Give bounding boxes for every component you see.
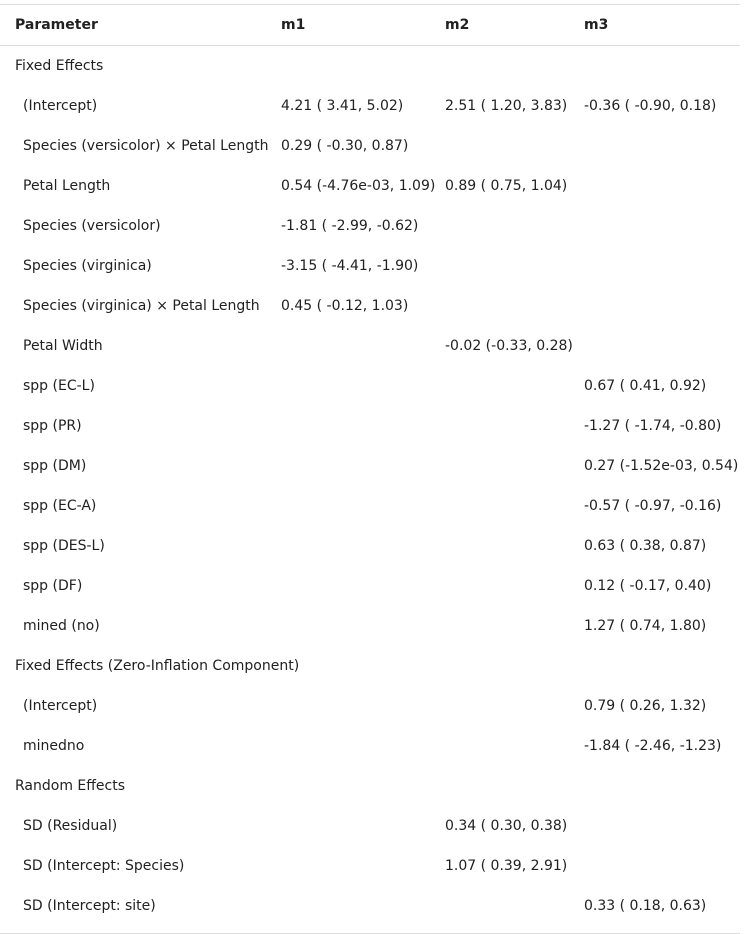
table-header-row [0,5,740,46]
table-row [0,686,740,726]
section-header-row [0,646,740,686]
table-row [0,566,740,606]
table-row [0,726,740,766]
parameter-cell: (Intercept) [23,98,98,114]
parameter-cell: SD (Residual) [23,818,118,834]
table-row [0,406,740,446]
m2-cell: 0.34 ( 0.30, 0.38) [445,818,568,834]
m1-cell: 0.54 (-4.76e-03, 1.09) [281,178,436,194]
m3-cell: 1.27 ( 0.74, 1.80) [584,618,707,634]
parameter-cell: Petal Width [23,338,103,354]
m2-cell: 2.51 ( 1.20, 3.83) [445,98,568,114]
header-m3: m3 [584,17,609,33]
m1-cell: 0.29 ( -0.30, 0.87) [281,138,409,154]
m3-cell: 0.67 ( 0.41, 0.92) [584,378,707,394]
m3-cell: 0.79 ( 0.26, 1.32) [584,698,707,714]
parameter-cell: SD (Intercept: site) [23,898,156,914]
m2-cell: 1.07 ( 0.39, 2.91) [445,858,568,874]
table-row [0,806,740,846]
table-row [0,206,740,246]
parameter-cell: minedno [23,738,85,754]
table-row [0,446,740,486]
m1-cell: 4.21 ( 3.41, 5.02) [281,98,404,114]
parameter-cell: spp (DES-L) [23,538,105,554]
m2-cell: 0.89 ( 0.75, 1.04) [445,178,568,194]
parameter-cell: spp (DF) [23,578,83,594]
header-m2: m2 [445,17,470,33]
parameter-cell: spp (EC-A) [23,498,97,514]
table-row [0,846,740,886]
parameter-cell: Species (versicolor) × Petal Length [23,138,269,154]
table-row [0,286,740,326]
m2-cell: -0.02 (-0.33, 0.28) [445,338,573,354]
m3-cell: -0.57 ( -0.97, -0.16) [584,498,722,514]
parameter-cell: spp (DM) [23,458,87,474]
table-row [0,366,740,406]
table-row [0,606,740,646]
m3-cell: 0.12 ( -0.17, 0.40) [584,578,712,594]
parameter-cell: Random Effects [15,778,125,794]
parameter-cell: Fixed Effects [15,58,104,74]
m3-cell: -1.27 ( -1.74, -0.80) [584,418,722,434]
parameter-cell: Species (virginica) [23,258,152,274]
parameter-cell: (Intercept) [23,698,98,714]
header-m1: m1 [281,17,306,33]
parameter-cell: mined (no) [23,618,100,634]
parameter-cell: Fixed Effects (Zero-Inflation Component) [15,658,300,674]
table-row [0,166,740,206]
parameter-cell: spp (EC-L) [23,378,95,394]
parameter-cell: SD (Intercept: Species) [23,858,185,874]
m3-cell: 0.33 ( 0.18, 0.63) [584,898,707,914]
m1-cell: -1.81 ( -2.99, -0.62) [281,218,419,234]
table-row [0,86,740,126]
m3-cell: -0.36 ( -0.90, 0.18) [584,98,717,114]
parameter-cell: Petal Length [23,178,111,194]
header-parameter: Parameter [15,17,98,33]
m3-cell: -1.84 ( -2.46, -1.23) [584,738,722,754]
m3-cell: 0.27 (-1.52e-03, 0.54) [584,458,739,474]
model-parameters-table [0,4,740,934]
section-header-row [0,766,740,806]
table-row [0,486,740,526]
parameter-cell: Species (virginica) × Petal Length [23,298,260,314]
table-row [0,326,740,366]
table-row [0,126,740,166]
table-row [0,886,740,926]
parameter-cell: spp (PR) [23,418,82,434]
section-header-row [0,46,740,86]
parameter-cell: Species (versicolor) [23,218,161,234]
m1-cell: 0.45 ( -0.12, 1.03) [281,298,409,314]
table-row [0,246,740,286]
m1-cell: -3.15 ( -4.41, -1.90) [281,258,419,274]
m3-cell: 0.63 ( 0.38, 0.87) [584,538,707,554]
table-row [0,526,740,566]
